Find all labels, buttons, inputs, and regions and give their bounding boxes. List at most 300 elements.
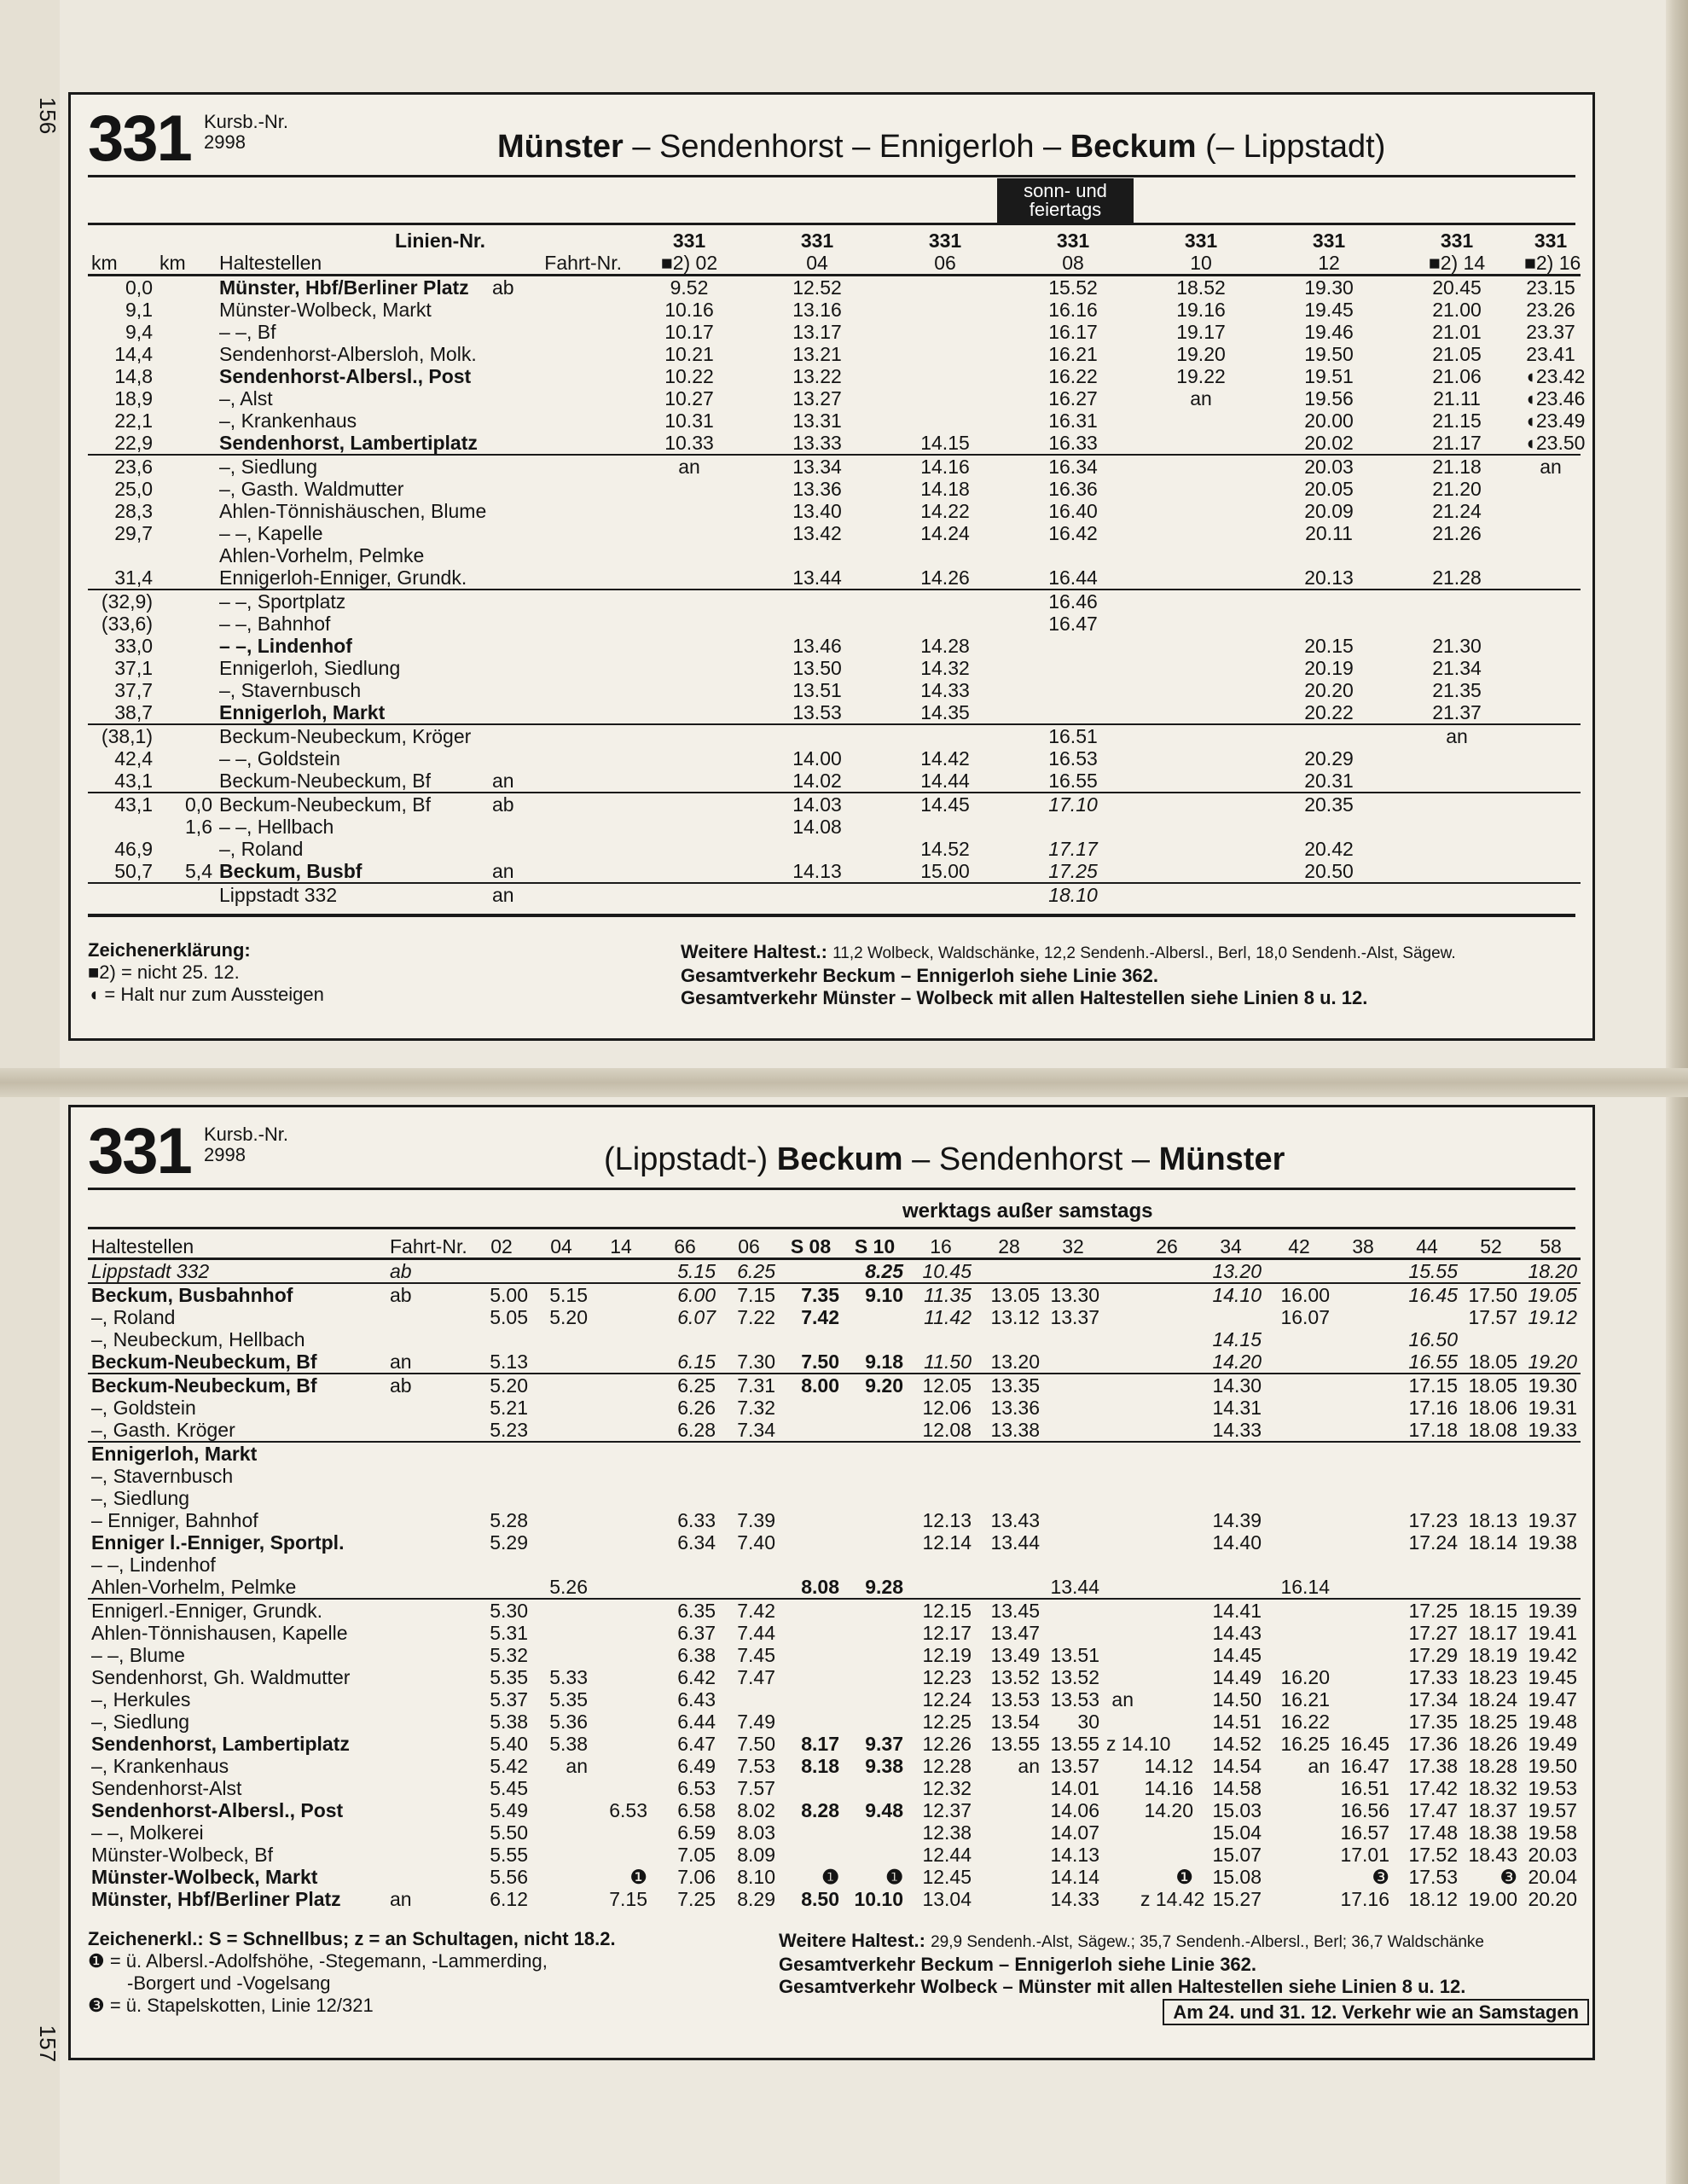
departure-time: 21.34: [1432, 657, 1482, 679]
arr-dep: [386, 1442, 455, 1465]
departure-time: 9.37: [865, 1733, 903, 1755]
departure-time: 17.33: [1408, 1666, 1458, 1688]
departure-time: 13.44: [792, 566, 842, 589]
departure-time: [1461, 1259, 1521, 1284]
departure-time: 18.38: [1468, 1821, 1517, 1844]
arr-dep: [386, 1866, 455, 1888]
departure-time: 14.45: [881, 793, 1009, 816]
departure-time: 13.27: [792, 387, 842, 410]
arr-dep: [386, 1509, 455, 1531]
stop-name: Beckum-Neubeckum, Bf: [216, 793, 489, 816]
departure-time: [1521, 1487, 1581, 1509]
departure-time: [472, 1487, 531, 1509]
departure-time: 11.50: [924, 1350, 972, 1373]
departure-time: 13.43: [990, 1509, 1040, 1531]
table-row: [88, 1306, 1581, 1328]
stop-name: –, Alst: [219, 387, 273, 410]
km-value: [156, 455, 216, 478]
departure-time: [843, 1328, 907, 1350]
departure-time: [591, 1259, 651, 1284]
departure-time: [625, 635, 753, 657]
departure-time: [591, 1531, 651, 1554]
departure-time: 5.13: [490, 1350, 528, 1373]
departure-time: 16.40: [1048, 500, 1098, 522]
departure-time: 19.53: [1528, 1777, 1577, 1799]
departure-time: [881, 321, 1009, 343]
header-cell: km: [156, 252, 216, 276]
departure-time: 7.40: [737, 1531, 775, 1554]
table-row: [88, 1442, 1581, 1465]
departure-time: [779, 1622, 843, 1644]
km-value: 29,7: [114, 522, 153, 544]
header-rule: [88, 175, 1575, 177]
km-value: [156, 838, 216, 860]
departure-time: 12.45: [922, 1866, 972, 1888]
departure-time: 16.51: [1340, 1777, 1389, 1799]
departure-time: 16.27: [1048, 387, 1098, 410]
departure-time: 8.03: [737, 1821, 775, 1844]
departure-time: 18.14: [1468, 1531, 1517, 1554]
route-origin: Beckum: [776, 1141, 903, 1177]
departure-time: [455, 1755, 472, 1777]
table-row: [88, 343, 1581, 365]
km-value: 33,0: [114, 635, 153, 657]
departure-time: [455, 1799, 472, 1821]
departure-time: 18.13: [1468, 1509, 1517, 1531]
departure-time: [1043, 1531, 1103, 1554]
departure-time: [1137, 701, 1265, 724]
arr-dep: [489, 724, 625, 747]
departure-time: [531, 1442, 591, 1465]
departure-time: 5.42: [490, 1755, 528, 1777]
departure-time: an: [1111, 1688, 1134, 1711]
departure-time: 20.13: [1304, 566, 1354, 589]
departure-time: 7.30: [737, 1350, 775, 1373]
departure-time: 7.34: [737, 1419, 775, 1441]
table-row: [88, 816, 1581, 838]
departure-time: [1333, 1397, 1393, 1419]
departure-time: 21.20: [1432, 478, 1482, 500]
departure-time: 19.46: [1304, 321, 1354, 343]
stop-name: Münster-Wolbeck, Bf: [91, 1844, 274, 1866]
departure-time: [1333, 1554, 1393, 1576]
stop-name: –, Roland: [219, 838, 304, 860]
departure-time: 19.42: [1528, 1644, 1577, 1666]
departure-time: 14.12: [1144, 1755, 1193, 1777]
departure-time: 14.43: [1212, 1622, 1262, 1644]
table-row: [88, 701, 1581, 724]
departure-time: 15.52: [1048, 276, 1098, 299]
departure-time: 5.28: [490, 1509, 528, 1531]
departure-time: 17.57: [1468, 1306, 1517, 1328]
arr-dep: ab: [492, 276, 514, 299]
departure-time: [1393, 1306, 1461, 1328]
departure-time: 15.27: [1212, 1888, 1262, 1910]
departure-time: 14.45: [1212, 1644, 1262, 1666]
departure-time: 14.44: [920, 770, 970, 792]
stop-name: –, Krankenhaus: [91, 1755, 229, 1777]
departure-time: [1333, 1350, 1393, 1374]
departure-time: 19.50: [1304, 343, 1354, 365]
timetable-header: [71, 1107, 1592, 1189]
departure-time: an: [1308, 1755, 1330, 1777]
departure-time: 13.36: [990, 1397, 1040, 1419]
arr-dep: ab: [390, 1260, 412, 1282]
arr-dep: [489, 747, 625, 770]
stop-name: – –, Goldstein: [219, 747, 340, 770]
page-number-bottom: 157: [35, 2024, 61, 2063]
departure-time: 19.30: [1521, 1374, 1581, 1397]
km-value: 22,9: [114, 432, 153, 454]
departure-time: [1103, 1821, 1137, 1844]
departure-time: [1461, 1328, 1521, 1350]
departure-time: 21.00: [1432, 299, 1482, 321]
departure-time: [779, 1554, 843, 1576]
table-row: [88, 1599, 1581, 1622]
departure-time: 23.26: [1526, 299, 1575, 321]
departure-time: [472, 1465, 531, 1487]
table-row: [88, 1374, 1581, 1397]
departure-time: 15.00: [920, 860, 970, 882]
departure-time: 13.54: [990, 1711, 1040, 1733]
departure-time: [1393, 613, 1521, 635]
departure-time: 13.40: [792, 500, 842, 522]
departure-time: [591, 1419, 651, 1442]
header-cell: Fahrt-Nr.: [489, 252, 625, 276]
departure-time: 13.31: [792, 410, 842, 432]
departure-time: [719, 1487, 779, 1509]
stop-name: Lippstadt 332: [91, 1260, 210, 1282]
departure-time: 19.31: [1528, 1397, 1577, 1419]
page-number-top: 156: [35, 96, 61, 135]
departure-time: 6.37: [677, 1622, 716, 1644]
departure-time: ❸: [1372, 1866, 1389, 1888]
departure-time: [1137, 860, 1265, 883]
departure-time: [1137, 635, 1265, 657]
departure-time: 18.05: [1461, 1374, 1521, 1397]
departure-time: [1137, 657, 1265, 679]
departure-time: [1461, 1576, 1521, 1599]
table-row: [88, 1328, 1581, 1350]
departure-time: 16.22: [1280, 1711, 1330, 1733]
departure-time: [843, 1688, 907, 1711]
departure-time: 5.56: [490, 1866, 528, 1888]
departure-time: 17.47: [1408, 1799, 1458, 1821]
page-fold: [0, 1068, 1688, 1097]
departure-time: 21.17: [1432, 432, 1482, 454]
route-destination: Beckum: [1070, 129, 1197, 165]
departure-time: an: [1393, 724, 1521, 747]
departure-time: [591, 1821, 651, 1844]
departure-time: [531, 1419, 591, 1442]
departure-time: [1103, 1844, 1137, 1866]
departure-time: [625, 747, 753, 770]
departure-time: [1521, 1576, 1581, 1599]
departure-time: [1393, 883, 1521, 906]
departure-time: 21.01: [1432, 321, 1482, 343]
departure-time: [1265, 1799, 1333, 1821]
timetable-grid: [88, 229, 1586, 906]
departure-time: 8.02: [737, 1799, 775, 1821]
stop-name: –, Roland: [91, 1306, 176, 1328]
departure-time: 13.45: [975, 1599, 1043, 1622]
departure-time: 21.18: [1393, 455, 1521, 478]
departure-time: 16.55: [1408, 1350, 1458, 1373]
departure-time: an: [1018, 1755, 1040, 1777]
departure-time: [975, 1821, 1043, 1844]
kursbuch-label: Kursb.-Nr.: [204, 1124, 289, 1145]
departure-time: 14.24: [920, 522, 970, 544]
departure-time: [625, 724, 753, 747]
departure-time: [1333, 1622, 1393, 1644]
departure-time: 16.20: [1280, 1666, 1330, 1688]
departure-time: [531, 1554, 591, 1576]
departure-time: 10.45: [922, 1260, 972, 1282]
departure-time: [1393, 838, 1521, 860]
departure-time: [881, 724, 1009, 747]
departure-time: 7.49: [737, 1711, 775, 1733]
departure-time: [907, 1487, 975, 1509]
departure-time: [455, 1866, 472, 1888]
departure-time: [1137, 1509, 1197, 1531]
departure-time: 5.38: [490, 1711, 528, 1733]
departure-time: 14.39: [1212, 1509, 1262, 1531]
table-row: [88, 1350, 1581, 1374]
departure-time: 19.58: [1528, 1821, 1577, 1844]
departure-time: [455, 1531, 472, 1554]
table-row: [88, 1465, 1581, 1487]
departure-time: [455, 1397, 472, 1419]
km-value: 0,0: [156, 793, 216, 816]
arr-dep: an: [390, 1350, 412, 1373]
departure-time: 17.38: [1408, 1755, 1458, 1777]
km-value: [156, 883, 216, 906]
departure-time: 16.55: [1048, 770, 1098, 792]
departure-time: [1265, 883, 1393, 906]
departure-time: 19.57: [1528, 1799, 1577, 1821]
departure-time: 5.23: [490, 1419, 528, 1441]
kursbuch-label: Kursb.-Nr.: [204, 111, 289, 132]
departure-time: 6.25: [651, 1374, 719, 1397]
departure-time: 19.30: [1304, 276, 1354, 299]
departure-time: [472, 1554, 531, 1576]
departure-time: [625, 860, 753, 883]
departure-time: [455, 1465, 472, 1487]
kursbuch-number: [204, 1124, 288, 1165]
departure-time: [1009, 679, 1137, 701]
departure-time: 12.37: [922, 1799, 972, 1821]
legend-item-1: ❶ = ü. Albersl.-Adolfshöhe, -Stegemann, -Lammerding,: [88, 1950, 548, 1972]
km-value: 28,3: [114, 500, 153, 522]
arr-dep: [386, 1599, 455, 1622]
departure-time: [1103, 1283, 1137, 1306]
departure-time: [975, 1799, 1043, 1821]
stop-name: – –, Kapelle: [219, 522, 323, 544]
legend: [88, 1928, 753, 2017]
departure-time: 13.46: [792, 635, 842, 657]
departure-time: [975, 1888, 1043, 1910]
header-row-trip: [88, 1235, 1581, 1259]
route-via: – Sendenhorst – Ennigerloh –: [623, 129, 1070, 165]
departure-time: [1521, 544, 1581, 566]
departure-time: ◖23.50: [1524, 432, 1586, 454]
departure-time: [1333, 1442, 1393, 1465]
km-value: [156, 657, 216, 679]
departure-time: 19.47: [1528, 1688, 1577, 1711]
departure-time: 5.31: [490, 1622, 528, 1644]
departure-time: 21.37: [1432, 701, 1482, 723]
departure-time: 12.15: [907, 1599, 975, 1622]
arr-dep: [489, 590, 625, 613]
departure-time: [625, 838, 753, 860]
arr-dep: [386, 1622, 455, 1644]
departure-time: 14.07: [1050, 1821, 1099, 1844]
table-row: [88, 1644, 1581, 1666]
departure-time: [1521, 860, 1581, 883]
legend-title: Zeichenerkl.: S = Schnellbus; z = an Schultagen, nicht 18.2.: [88, 1928, 616, 1949]
departure-time: 16.47: [1048, 613, 1098, 635]
departure-time: 8.09: [737, 1844, 775, 1866]
arr-dep: [386, 1799, 455, 1821]
departure-time: [1521, 838, 1581, 860]
departure-time: [1265, 724, 1393, 747]
departure-time: 14.28: [920, 635, 970, 657]
table-row: [88, 1821, 1581, 1844]
departure-time: 6.25: [737, 1260, 775, 1282]
departure-time: [779, 1397, 843, 1419]
departure-time: 15.55: [1408, 1260, 1458, 1282]
stop-name: –, Stavernbusch: [219, 679, 362, 701]
arr-dep: [489, 500, 625, 522]
arr-dep: ab: [489, 793, 625, 816]
departure-time: [1137, 478, 1265, 500]
departure-time: 18.12: [1408, 1888, 1458, 1910]
departure-time: [843, 1306, 907, 1328]
departure-time: 12.08: [922, 1419, 972, 1441]
departure-time: [779, 1419, 843, 1442]
departure-time: [1103, 1509, 1137, 1531]
departure-time: 14.08: [792, 816, 842, 838]
departure-time: [1461, 1487, 1521, 1509]
departure-time: [1461, 1465, 1521, 1487]
arr-dep: [386, 1733, 455, 1755]
arr-dep: [386, 1688, 455, 1711]
departure-time: 14.52: [920, 838, 970, 860]
departure-time: [753, 613, 881, 635]
departure-time: [1521, 1465, 1581, 1487]
stop-name: Enniger l.-Enniger, Sportpl.: [91, 1531, 345, 1554]
departure-time: 8.29: [737, 1888, 775, 1910]
departure-time: [1521, 701, 1581, 724]
departure-time: 18.28: [1468, 1755, 1517, 1777]
departure-time: [1265, 1465, 1333, 1487]
departure-time: 6.53: [609, 1799, 647, 1821]
departure-time: [455, 1576, 472, 1599]
departure-time: 20.03: [1265, 455, 1393, 478]
departure-time: [1265, 816, 1393, 838]
departure-time: 5.55: [490, 1844, 528, 1866]
departure-time: [1197, 1487, 1265, 1509]
departure-time: [753, 590, 881, 613]
departure-time: 14.02: [792, 770, 842, 792]
departure-time: ◖23.42: [1524, 365, 1586, 387]
departure-time: 16.21: [1048, 343, 1098, 365]
departure-time: [1137, 1328, 1197, 1350]
departure-time: [1043, 1487, 1103, 1509]
km-value: [156, 522, 216, 544]
km-value: 37,1: [114, 657, 153, 679]
km-value: [156, 613, 216, 635]
table-row: [88, 1487, 1581, 1509]
departure-time: 17.53: [1408, 1866, 1458, 1888]
header-cell: Haltestellen: [88, 1235, 386, 1259]
more-stops-text: 29,9 Sendenh.-Alst, Sägew.; 35,7 Sendenh.-Albersl., Berl; 36,7 Waldschänke: [931, 1933, 1484, 1951]
header-cell: 26: [1137, 1235, 1197, 1259]
departure-time: 6.35: [651, 1599, 719, 1622]
departure-time: 6.43: [677, 1688, 716, 1711]
departure-time: [1265, 590, 1393, 613]
departure-time: [1265, 1374, 1333, 1397]
departure-time: [1137, 1688, 1197, 1711]
departure-time: [591, 1397, 651, 1419]
arr-dep: [386, 1711, 455, 1733]
departure-time: 5.32: [490, 1644, 528, 1666]
arr-dep: [489, 387, 625, 410]
departure-time: [1521, 1554, 1581, 1576]
departure-time: 13.38: [990, 1419, 1040, 1441]
departure-time: [1521, 500, 1581, 522]
header-cell: 42: [1265, 1235, 1333, 1259]
departure-time: [625, 883, 753, 906]
departure-time: 14.01: [1050, 1777, 1099, 1799]
km-value: 31,4: [114, 566, 153, 589]
departure-time: [625, 613, 753, 635]
departure-time: [1103, 1599, 1137, 1622]
table-row: [88, 478, 1581, 500]
table-row: [88, 1666, 1581, 1688]
km-value: [156, 321, 216, 343]
departure-time: 14.33: [920, 679, 970, 701]
table-row: [88, 635, 1581, 657]
table-row: [88, 455, 1581, 478]
departure-time: [625, 544, 753, 566]
km-value: 42,4: [114, 747, 153, 770]
header-cell: 32: [1043, 1235, 1103, 1259]
departure-time: 13.42: [792, 522, 842, 544]
km-value: 14,8: [114, 365, 153, 387]
departure-time: 18.43: [1468, 1844, 1517, 1866]
departure-time: [531, 1531, 591, 1554]
departure-time: an: [1190, 387, 1212, 410]
departure-time: [779, 1711, 843, 1733]
departure-time: 17.34: [1408, 1688, 1458, 1711]
departure-time: [881, 590, 1009, 613]
table-row: [88, 613, 1581, 635]
km-value: [156, 679, 216, 701]
departure-time: 12.13: [922, 1509, 972, 1531]
departure-time: 18.20: [1528, 1260, 1577, 1282]
departure-time: [625, 566, 753, 590]
departure-time: 8.08: [801, 1576, 839, 1598]
departure-time: [591, 1844, 651, 1866]
departure-time: 7.39: [737, 1509, 775, 1531]
table-row: [88, 1888, 1581, 1910]
departure-time: 8.17: [801, 1733, 839, 1755]
departure-time: [625, 816, 753, 838]
more-stops-text: 11,2 Wolbeck, Waldschänke, 12,2 Sendenh.-Albersl., Berl, 18,0 Sendenh.-Alst, Sägew.: [832, 944, 1456, 962]
timetable-muenster-beckum: [68, 92, 1595, 1041]
km-value: [88, 883, 156, 906]
